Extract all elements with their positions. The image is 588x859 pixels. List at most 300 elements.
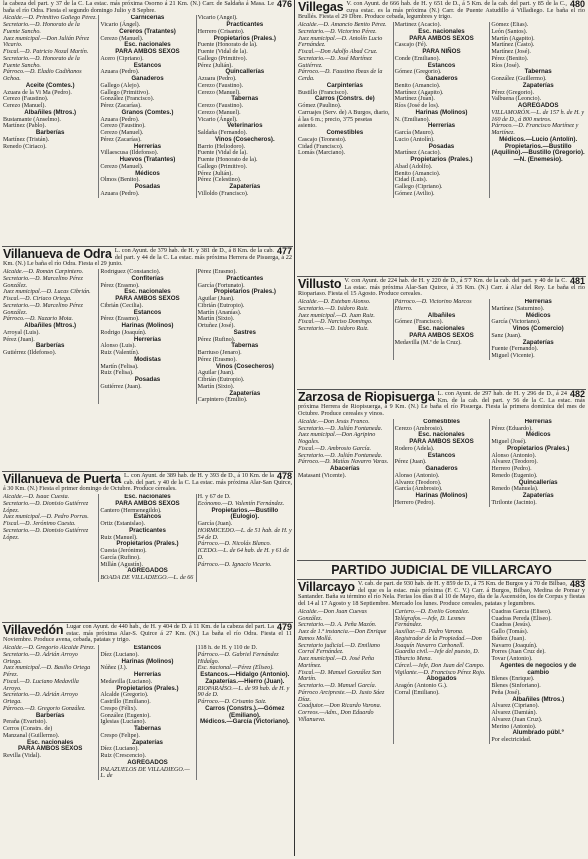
list-item: Bustamante (Anselmo).: [3, 116, 61, 123]
category-heading: Harinas (Molinos): [121, 322, 174, 330]
category-heading: Esc. nacionales: [124, 41, 171, 49]
category-heading: Vinos (Cosecheros).: [214, 135, 275, 143]
category-heading: Veterinarios: [227, 122, 263, 130]
list-item: Secretario.—D. Manuel García.: [298, 683, 377, 690]
list-item: PALAZUELOS DE VILLADIEGO.—L. de: [100, 766, 190, 780]
category-heading: Barberías: [35, 711, 65, 719]
list-item: González (Guillermo).: [491, 76, 547, 83]
list-item: Alvarez (Teodoro).: [394, 479, 442, 486]
category-heading: Propietarios (Prales.): [507, 444, 570, 452]
category-heading: Propietarios (Prales.): [213, 34, 276, 42]
list-item: González (Francisco).: [100, 96, 155, 103]
category-heading: Carnicerías: [130, 15, 165, 22]
entry-columns: [297, 22, 586, 198]
list-item: Carpintero (Emilio).: [197, 397, 248, 404]
list-item: Cuadras García (Eliseo).: [491, 608, 552, 615]
entry-title: Villegas: [298, 0, 344, 14]
list-item: Ibáñez (Juan).: [491, 635, 526, 642]
category-heading: Harinas (Molinos): [415, 492, 468, 500]
category-heading: Comestibles: [423, 418, 460, 425]
list-item: Navarro (Joaquín).: [491, 642, 538, 649]
category-heading: Estancos: [427, 61, 456, 69]
list-item: Martínez (Casto).: [491, 42, 535, 49]
list-item: Telégrafos.—Jefe, D. Lesmes Fernández.: [394, 615, 466, 629]
list-item: Peña (José).: [491, 689, 521, 696]
list-item: Gallego (Alejo).: [100, 82, 141, 89]
entry-header: [297, 0, 586, 22]
list-item: Merino (Antonio).: [491, 723, 537, 730]
entry-number: 483: [569, 579, 585, 589]
category-heading: Carpinterías: [326, 81, 363, 89]
list-item: Párroco.—D. Nazario Mota.: [3, 316, 74, 323]
entry-villarcayo: [297, 561, 586, 859]
list-item: Medavilla (Luciano).: [100, 678, 153, 685]
list-item: H. y 67 de D.: [197, 494, 231, 501]
list-item: Cascajo (Fé).: [394, 42, 428, 49]
category-heading: Esc. nacionales: [124, 288, 171, 296]
list-item: Herrero (Crisanto).: [197, 28, 245, 35]
category-heading: Esc. nacionales: [124, 494, 171, 501]
category-heading: Carros (Constrs. de): [314, 95, 375, 103]
category-heading: Albañiles (Mtros.): [24, 108, 77, 116]
list-item: Vicario (Ángel).: [100, 22, 141, 29]
entry-number: 476: [276, 0, 292, 9]
list-item: Alonso (Antonio).: [491, 452, 537, 459]
entry-columns: [2, 645, 293, 780]
list-item: García (Mauro).: [394, 130, 435, 137]
category-heading: PARA AMBOS SEXOS: [115, 499, 180, 507]
list-item: Martínez (Agapito).: [394, 89, 444, 96]
category-heading: Posadas: [134, 376, 161, 384]
list-item: Cuadras Pereda (Eliseo).: [491, 615, 552, 622]
list-item: Cerros (Constrs. de): [3, 726, 53, 733]
list-item: Azuara (Pedro).: [100, 190, 140, 197]
category-heading: Médicos.—García (Victoriano).: [200, 718, 290, 726]
list-item: Cárcel.—Jefe, Don Juan del Campo.: [394, 662, 485, 669]
list-item: Alvarez (Damián).: [491, 710, 538, 717]
category-heading: PARA AMBOS SEXOS: [409, 438, 474, 446]
list-item: Cerezo (Faustino).: [197, 82, 244, 89]
entry-number: 479: [276, 623, 292, 632]
list-item: Tovar (Antonio).: [491, 656, 533, 663]
category-heading: PARA AMBOS SEXOS: [115, 295, 180, 303]
entry-col: [297, 22, 393, 198]
category-heading: Médicos: [525, 311, 551, 319]
category-heading: Abacerías: [330, 465, 360, 473]
list-item: RIOPARAÍSO.—L. de 99 hab. de H. y 90 de D.: [197, 685, 290, 699]
list-item: Alvarez (Teodoro).: [491, 459, 538, 466]
list-item: Gómez (Francisco).: [394, 319, 444, 326]
list-item: Pérez (Erasmo).: [100, 282, 140, 289]
list-item: Cibrián (Cecilia).: [100, 302, 143, 309]
category-heading: Herrerías: [427, 122, 456, 130]
list-item: Alcalde.—D. Amancio Benito Pérez.: [298, 22, 387, 29]
category-heading: Zapaterías: [522, 492, 554, 500]
list-item: Azuara (Pedro).: [100, 116, 140, 123]
list-item: Secretario.—D. Isidoro Ruiz.: [298, 305, 369, 312]
list-item: Secretario.—D. Dionisio Gutiérrez López.: [3, 527, 89, 541]
list-item: Fiscal.—D. Ambrosio García.: [298, 445, 372, 452]
list-item: León (Santos).: [491, 28, 528, 35]
entry-columns: [2, 269, 293, 404]
list-item: Fiscal.—D. Luciano Medavilla Arroyo.: [3, 678, 79, 692]
entry-zarzosa: [297, 390, 586, 561]
list-item: Pérez (Zacarías).: [100, 103, 142, 110]
category-heading: Médicos: [525, 431, 551, 439]
list-item: Barrio (Heliodoro).: [197, 143, 246, 150]
category-heading: Herrerías: [524, 418, 552, 425]
category-heading: Zapaterías: [229, 389, 261, 397]
entry-header: [2, 472, 293, 494]
list-item: Correos.—Adm., Don Eduardo Villanueva.: [298, 710, 374, 723]
list-item: Bustillo (Francisco).: [298, 89, 349, 96]
entry-header-text: L. con Ayunt. de 379 hab. de H. y 381 de D., á 8 Km. de la cab. del part. y 44 de la C. La estac. más próxima Herrera de Pisuerga, á 22 Km. (N.) Le baña el río Odra. Fiesta el 29 junio.: [3, 247, 292, 268]
list-item: Gallego (Cipriano).: [394, 184, 443, 191]
entry-col: [297, 419, 393, 507]
list-item: Secretario.—D. Adrián Arroyo Ortega.: [3, 651, 78, 665]
list-item: Peraña (Evaristo).: [3, 719, 47, 726]
list-item: Alcalde.—D. Gregorio Alcalde Pérez.: [3, 645, 96, 652]
list-item: Fiscal.—D. Patricio Nozal Martín.: [3, 49, 89, 56]
list-item: Secretario.—D. Dionisio Gutiérrez López.: [3, 500, 89, 514]
list-item: Secretario.—D. Victorino Pérez.: [298, 28, 377, 35]
list-item: Saldaña (Fernando).: [197, 130, 248, 137]
list-item: Cerezo (Faustino).: [100, 123, 146, 130]
list-item: Alonso (Antonio).: [394, 472, 440, 479]
list-item: Cerezo (Ambrosio).: [394, 425, 444, 432]
category-heading: Albañiles (Mtros.): [512, 695, 565, 703]
list-item: Secretario.—D. A. Peña Mazón.: [298, 622, 377, 629]
list-item: García (Fortunato).: [197, 282, 245, 289]
list-item: Secretario.—D. Isidoro Ruiz.: [298, 326, 369, 333]
category-heading: PARA AMBOS SEXOS: [409, 34, 474, 42]
list-item: Rodero (Adela).: [394, 445, 435, 452]
list-item: Guardia civil.—Jefe del puesto, D. Tiburcio Mena.: [394, 649, 480, 663]
list-item: Tirilonte (Jacinto).: [491, 499, 537, 506]
entry-col: [196, 494, 293, 582]
entry-continued: [2, 0, 293, 247]
entry-header: [297, 390, 586, 419]
entry-header-text: L. con Ayunt. de 389 hab. de H. y 393 de D., á 10 Km. de la cab. del part. y 40 de la C. La estac. más próxima Alar-San Quirce, á 30 Km. (N.) Fiesta el primer domingo de Octubre. Produce cereales.: [3, 472, 292, 493]
category-heading: Albañiles: [427, 311, 456, 319]
entry-header-text: V. con Ayunt. de 666 hab. de H. y 651 de D., á 5 Km. de la cab. del part. y 85 de la C., cuya estac. es la más próxima (N.) Carr. de Puente Astudillo á Villadiego. Le baña el río Brullés. Fiesta el 29 Dbre. Produce cebada, legumbres y trigo.: [298, 0, 585, 21]
entry-col: [393, 22, 490, 198]
entry-villegas: [297, 0, 586, 277]
list-item: Acero (Cipriano).: [100, 55, 144, 62]
entry-villusto: [297, 277, 586, 390]
list-item: Gallo (Tomás).: [491, 629, 529, 636]
list-item: Cerezo (Manuel).: [100, 163, 144, 170]
list-item: Alvarez (Cipriano).: [491, 703, 540, 710]
list-item: Fiscal.—D. Ciriaco Ortega.: [3, 296, 72, 303]
list-item: Fuente (Vidal de la).: [197, 150, 248, 157]
list-item: Alcalde.—D. Román Carpintero.: [3, 269, 84, 276]
list-item: Párroco.—D. Matías Navarro Varas.: [298, 459, 389, 466]
list-item: Gómez (Gregorio).: [394, 69, 442, 76]
entry-col: [98, 645, 195, 780]
list-item: Abad (Adolfo).: [394, 163, 433, 170]
category-heading: Esc. nacionales: [418, 325, 465, 333]
list-item: Alvarez (Juan Cruz).: [491, 716, 543, 723]
list-item: Párroco Arcipreste.—D. Justo Sáez Díaz.: [298, 689, 385, 703]
entry-col: [196, 645, 293, 780]
list-item: Fuente (Vidal de la).: [197, 49, 248, 56]
list-item: Fuente (Honorato de la).: [197, 157, 258, 164]
entry-number: 478: [276, 472, 292, 481]
list-item: Ríos (José).: [491, 62, 521, 69]
category-heading: Cereros (Tratantes): [119, 27, 176, 35]
list-item: Cidad (Francisco).: [298, 143, 344, 150]
list-item: Pérez (Juan).: [3, 336, 35, 343]
list-item: Aguilar (Juan).: [197, 296, 235, 303]
category-heading: Propietarios.—Bustillo (Eulogio).: [211, 506, 279, 521]
category-heading: Médicos: [135, 169, 160, 177]
category-heading: Harinas (Molinos): [415, 108, 468, 116]
entry-columns: [297, 419, 586, 507]
list-item: Barriuso (Jenaro).: [197, 350, 242, 357]
list-item: Fiscal.—Don Adolfo Abad Cruz.: [298, 49, 378, 56]
category-heading: Zapaterías: [522, 338, 554, 346]
category-heading: Estancos: [133, 645, 162, 652]
entry-col: [297, 609, 393, 744]
list-item: Martínez (Acacio).: [394, 22, 442, 29]
list-item: Gallego (Primitivo).: [197, 163, 248, 170]
list-item: Renedo (Manuela).: [491, 486, 539, 493]
entry-villavedon: [2, 623, 293, 859]
entry-col: [393, 299, 490, 360]
list-item: Pérez (Benito).: [491, 55, 529, 62]
list-item: N. (Emiliano).: [394, 116, 431, 123]
list-item: BOADA DE VILLADIEGO.—L. de 66: [100, 575, 194, 582]
list-item: Pérez (Erasmo).: [197, 269, 237, 276]
list-item: Millán (Agustín).: [100, 561, 143, 568]
list-item: Ruiz (Valentín).: [100, 350, 140, 357]
category-heading: Ganaderos: [131, 75, 164, 83]
category-heading: Ganaderos: [425, 465, 458, 473]
list-item: Gutiérrez (Juan).: [100, 383, 142, 390]
category-heading: Practicantes: [226, 21, 264, 29]
list-item: Secretario.—D. Honorato de la Fuente Sancho.: [3, 55, 80, 69]
list-item: Secretario.—D. Julián Fontaneda.: [298, 452, 383, 459]
category-heading: Tabernas: [231, 95, 259, 103]
category-heading: Abogados: [426, 675, 457, 683]
category-heading: Barberías: [35, 342, 65, 350]
list-item: Olmos (Benito).: [100, 177, 140, 184]
list-item: Auxiliar.—D. Pedro Varona.: [394, 629, 464, 636]
category-heading: Tabernas: [133, 725, 162, 733]
entry-col: [98, 15, 195, 197]
list-item: Por electricidad.: [491, 737, 532, 744]
category-heading: Propietarios (Prales.): [213, 288, 276, 296]
list-item: Alcalde.—Don Juan Cuevas González.: [298, 608, 367, 622]
list-item: Arroyal (Luis).: [3, 329, 40, 336]
list-item: HORMICEDO.—L. de 51 hab. de H. y 54 de D.: [197, 527, 292, 541]
category-heading: Zapaterías: [132, 738, 163, 746]
category-heading: Zapaterías.—Hierro (Juan).: [205, 677, 285, 685]
category-heading: AGREGADOS: [127, 758, 168, 766]
category-heading: Estancos: [133, 513, 162, 521]
list-item: Fuente (Fernando).: [491, 346, 539, 353]
list-item: Alonso (Luis).: [100, 343, 136, 350]
entry-col: [297, 299, 393, 360]
category-heading: Herrerías: [133, 142, 162, 150]
entry-col: [489, 22, 586, 198]
category-heading: Harinas (Molinos): [121, 657, 174, 665]
right-column: [297, 0, 586, 859]
category-heading: Posadas: [134, 183, 161, 191]
list-item: Miguel (José).: [491, 439, 527, 446]
category-heading: Granos (Comtes.): [121, 108, 174, 116]
entry-col: [393, 609, 490, 744]
entry-col: [98, 494, 195, 582]
list-item: Cerezo (Manuel).: [100, 35, 144, 42]
entry-villanueva-de-odra: [2, 247, 293, 472]
list-item: Aguilar (Juan).: [197, 370, 235, 377]
list-item: Secretario.—D. José Martínez Gutiérrez.: [298, 55, 372, 69]
list-item: Cerezo (Manuel).: [100, 130, 144, 137]
entry-number: 481: [569, 277, 585, 286]
list-item: Cidad (Luis).: [394, 177, 428, 184]
list-item: Párroco.—D. Nicolás Blanco.: [197, 541, 272, 548]
category-heading: Barberías: [35, 129, 65, 137]
list-item: Martín (Felisa).: [100, 363, 139, 370]
entry-header-text: la cabeza del part. y 37 de la C. La estac. más próxima Osorno á 21 Km. (N.) Carr. de Saldaña á Masa. Le baña el río Odra. Fiesta el segundo domingo Julio y 8 Sepbre.: [3, 0, 274, 14]
list-item: Pérez (Eduardo).: [491, 425, 533, 432]
category-heading: Propietarios (Prales.): [116, 684, 179, 692]
list-item: Sanz (Juan).: [491, 332, 522, 339]
list-item: García (Victoriano).: [491, 319, 541, 326]
list-item: Juez municipal.—D. Antolín Lucio Fernández.: [298, 35, 383, 49]
entry-columns: [2, 494, 293, 582]
list-item: Fuente (Honorato de la).: [197, 42, 258, 49]
entry-header-text: V. con Ayunt. de 224 hab. de H. y 220 de D., á 5'7 Km. de la cab. del part. y 40 de la C. La estac. más próxima Alar-San Quirce, á 35 Km. (N.) Carr. á Alar del Rey. Le baña el río Riopariaso. Fiesta el 15 Agosto. Produce cereales.: [298, 277, 585, 298]
list-item: Pérez (Julián).: [197, 170, 233, 177]
list-item: Miguel (Vicente).: [491, 353, 535, 360]
list-item: Párroco.—D. Gabriel Fernández Hidalgo.: [197, 651, 279, 665]
list-item: Cerezo (Manuel).: [197, 109, 241, 116]
list-item: Gómez (Avilio).: [394, 190, 435, 197]
list-item: González (Eugenio).: [100, 712, 151, 719]
category-heading: Herrerías: [133, 335, 162, 343]
list-item: Pérez (Erasmo).: [100, 316, 140, 323]
list-item: Cantero (Hermenegildo).: [100, 507, 162, 514]
entry-header: [2, 623, 293, 645]
entry-columns: [297, 299, 586, 360]
entry-header-text: V. cab. de part. de 930 hab. de H. y 859 de D., á 75 Km. de Burgos y á 70 de Bilbao, del que es la estac. más próxima (F. C. V.) Carr. á Burgos, Bilbao, Medina de Pomar y Santander. Baña su término el río Nela. Ferias los días 8 al 10 de Mayo, día de la Ascensión, los de Corpus y fiestas del 14 al 17 Agosto y 18 Septiembre. Mercado los lunes. Produce cereales, patatas y legumbres.: [298, 580, 585, 608]
list-item: Secretario.—D. Honorato de la Fuente Sancho.: [3, 22, 80, 35]
list-item: Pérez (Gregorio).: [491, 89, 534, 96]
list-item: Vicario (Ángel).: [197, 116, 238, 123]
entry-number: 477: [276, 247, 292, 256]
list-item: Crespo (Felipe).: [100, 732, 140, 739]
list-item: Vicario (Ángel).: [197, 15, 238, 22]
entry-header: [297, 277, 586, 299]
category-heading: Médicos.—Lucio (Antolín).: [499, 135, 578, 143]
entry-col: [2, 15, 98, 197]
list-item: Carruajes (Serv. de) A Burgos, diario, á las 6 m.; precio, 3'75 pesetas asiento.: [298, 109, 390, 130]
entry-col: [2, 269, 98, 404]
list-item: García (Rufino).: [100, 554, 141, 561]
list-item: Valbuena (Leoncio).: [491, 96, 542, 103]
list-item: Azuara (Pedro).: [100, 69, 140, 76]
list-item: Manzanal (Guillermo).: [3, 732, 60, 739]
entry-header: [297, 580, 586, 609]
list-item: Villoldo (Francisco).: [197, 190, 249, 197]
list-item: Corral (Emiliano).: [394, 689, 440, 696]
list-item: Juez municipal.—D. Juan Ruiz.: [298, 312, 375, 319]
category-heading: AGREGADOS: [517, 102, 559, 110]
list-item: Gallego (Primitivo).: [100, 89, 150, 96]
list-item: Párroco.—D. Gregorio González.: [3, 705, 86, 712]
list-item: Renedo (Ciriaco).: [3, 143, 47, 150]
list-item: Renedo (Eugenio).: [491, 472, 538, 479]
list-item: Lucio (Antolín).: [394, 136, 435, 143]
category-heading: Practicantes: [226, 274, 264, 282]
category-heading: Propietarios (Prales.): [116, 540, 179, 548]
list-item: Martín (Agapito).: [491, 35, 535, 42]
list-item: Porres (Juan Cruz de).: [491, 649, 546, 656]
list-item: 118 h. de H. y 110 de D.: [197, 645, 258, 652]
category-heading: Vinos (Comercio): [512, 325, 564, 333]
entry-header: [2, 0, 293, 15]
list-item: Secretario.—D. Julián Fontaneda.: [298, 425, 383, 432]
category-heading: Estancos: [427, 451, 456, 459]
list-item: Gómez (Paulino).: [298, 103, 342, 110]
list-item: Aragón (Antonio G.).: [394, 683, 448, 690]
category-heading: Confiterías: [131, 274, 164, 282]
list-item: Crespo (Félix).: [100, 705, 138, 712]
entry-col: [196, 269, 293, 404]
entry-columns: [297, 609, 586, 744]
entry-header: [2, 247, 293, 269]
list-item: Cerezo (Faustino).: [197, 103, 244, 110]
category-heading: PARA AMBOS SEXOS: [409, 331, 474, 339]
list-item: Cibrián (Eutropio).: [197, 302, 245, 309]
category-heading: Quincallerías: [518, 478, 558, 486]
entry-col: [393, 419, 490, 507]
category-heading: Modistas: [134, 355, 161, 363]
list-item: Martínez (Tristán).: [3, 136, 50, 143]
list-item: Juez municipal.—D. José Peña Martínez.: [298, 656, 374, 669]
entry-title: Villanueva de Odra: [3, 247, 112, 261]
left-column: [2, 0, 293, 859]
district-banner: PARTIDO JUDICIAL DE VILLARCAYO: [297, 561, 586, 580]
list-item: Martínez (Saturnino).: [491, 305, 545, 312]
column-divider: [294, 0, 295, 856]
list-item: Coadjutor.—Don Ricardo Varona.: [298, 703, 382, 710]
list-item: Párroco.—D. Francisco Martínez y Martínez.: [491, 123, 579, 137]
list-item: Juez municipal.—D. Pedro Porras.: [3, 514, 89, 521]
list-item: Pérez (Rufino).: [197, 336, 236, 343]
entry-number: 482: [569, 390, 585, 399]
list-item: Núñez (J.).: [100, 665, 128, 672]
list-item: Martínez (Juan).: [394, 96, 435, 103]
list-item: Párroco.—D. Faustino Ibeas de la Cerda.: [298, 69, 383, 83]
category-heading: Estancos: [133, 308, 162, 316]
list-item: Juez municipal.—D. Basilio Ortega Pérez.: [3, 665, 91, 679]
entry-title: Zarzosa de Riopisuerga: [298, 390, 435, 404]
list-item: Fiscal.—D. Manuel González San Martín.: [298, 669, 382, 683]
list-item: Pérez (Erasmo).: [197, 356, 237, 363]
entry-number: 480: [569, 0, 585, 9]
list-item: Ruiz (Felisa).: [100, 370, 134, 377]
list-item: Secretario.—D. Marcelino Pérez González.: [3, 302, 83, 316]
category-heading: Tabernas: [524, 68, 552, 76]
entry-col: [489, 609, 586, 744]
list-item: Vigilante.—D. Francisco Pérez Rojo.: [394, 669, 486, 676]
category-heading: Sastres: [233, 328, 256, 336]
list-item: Párroco.—D. Eladio Cadiñanos Ochoa.: [3, 69, 82, 83]
